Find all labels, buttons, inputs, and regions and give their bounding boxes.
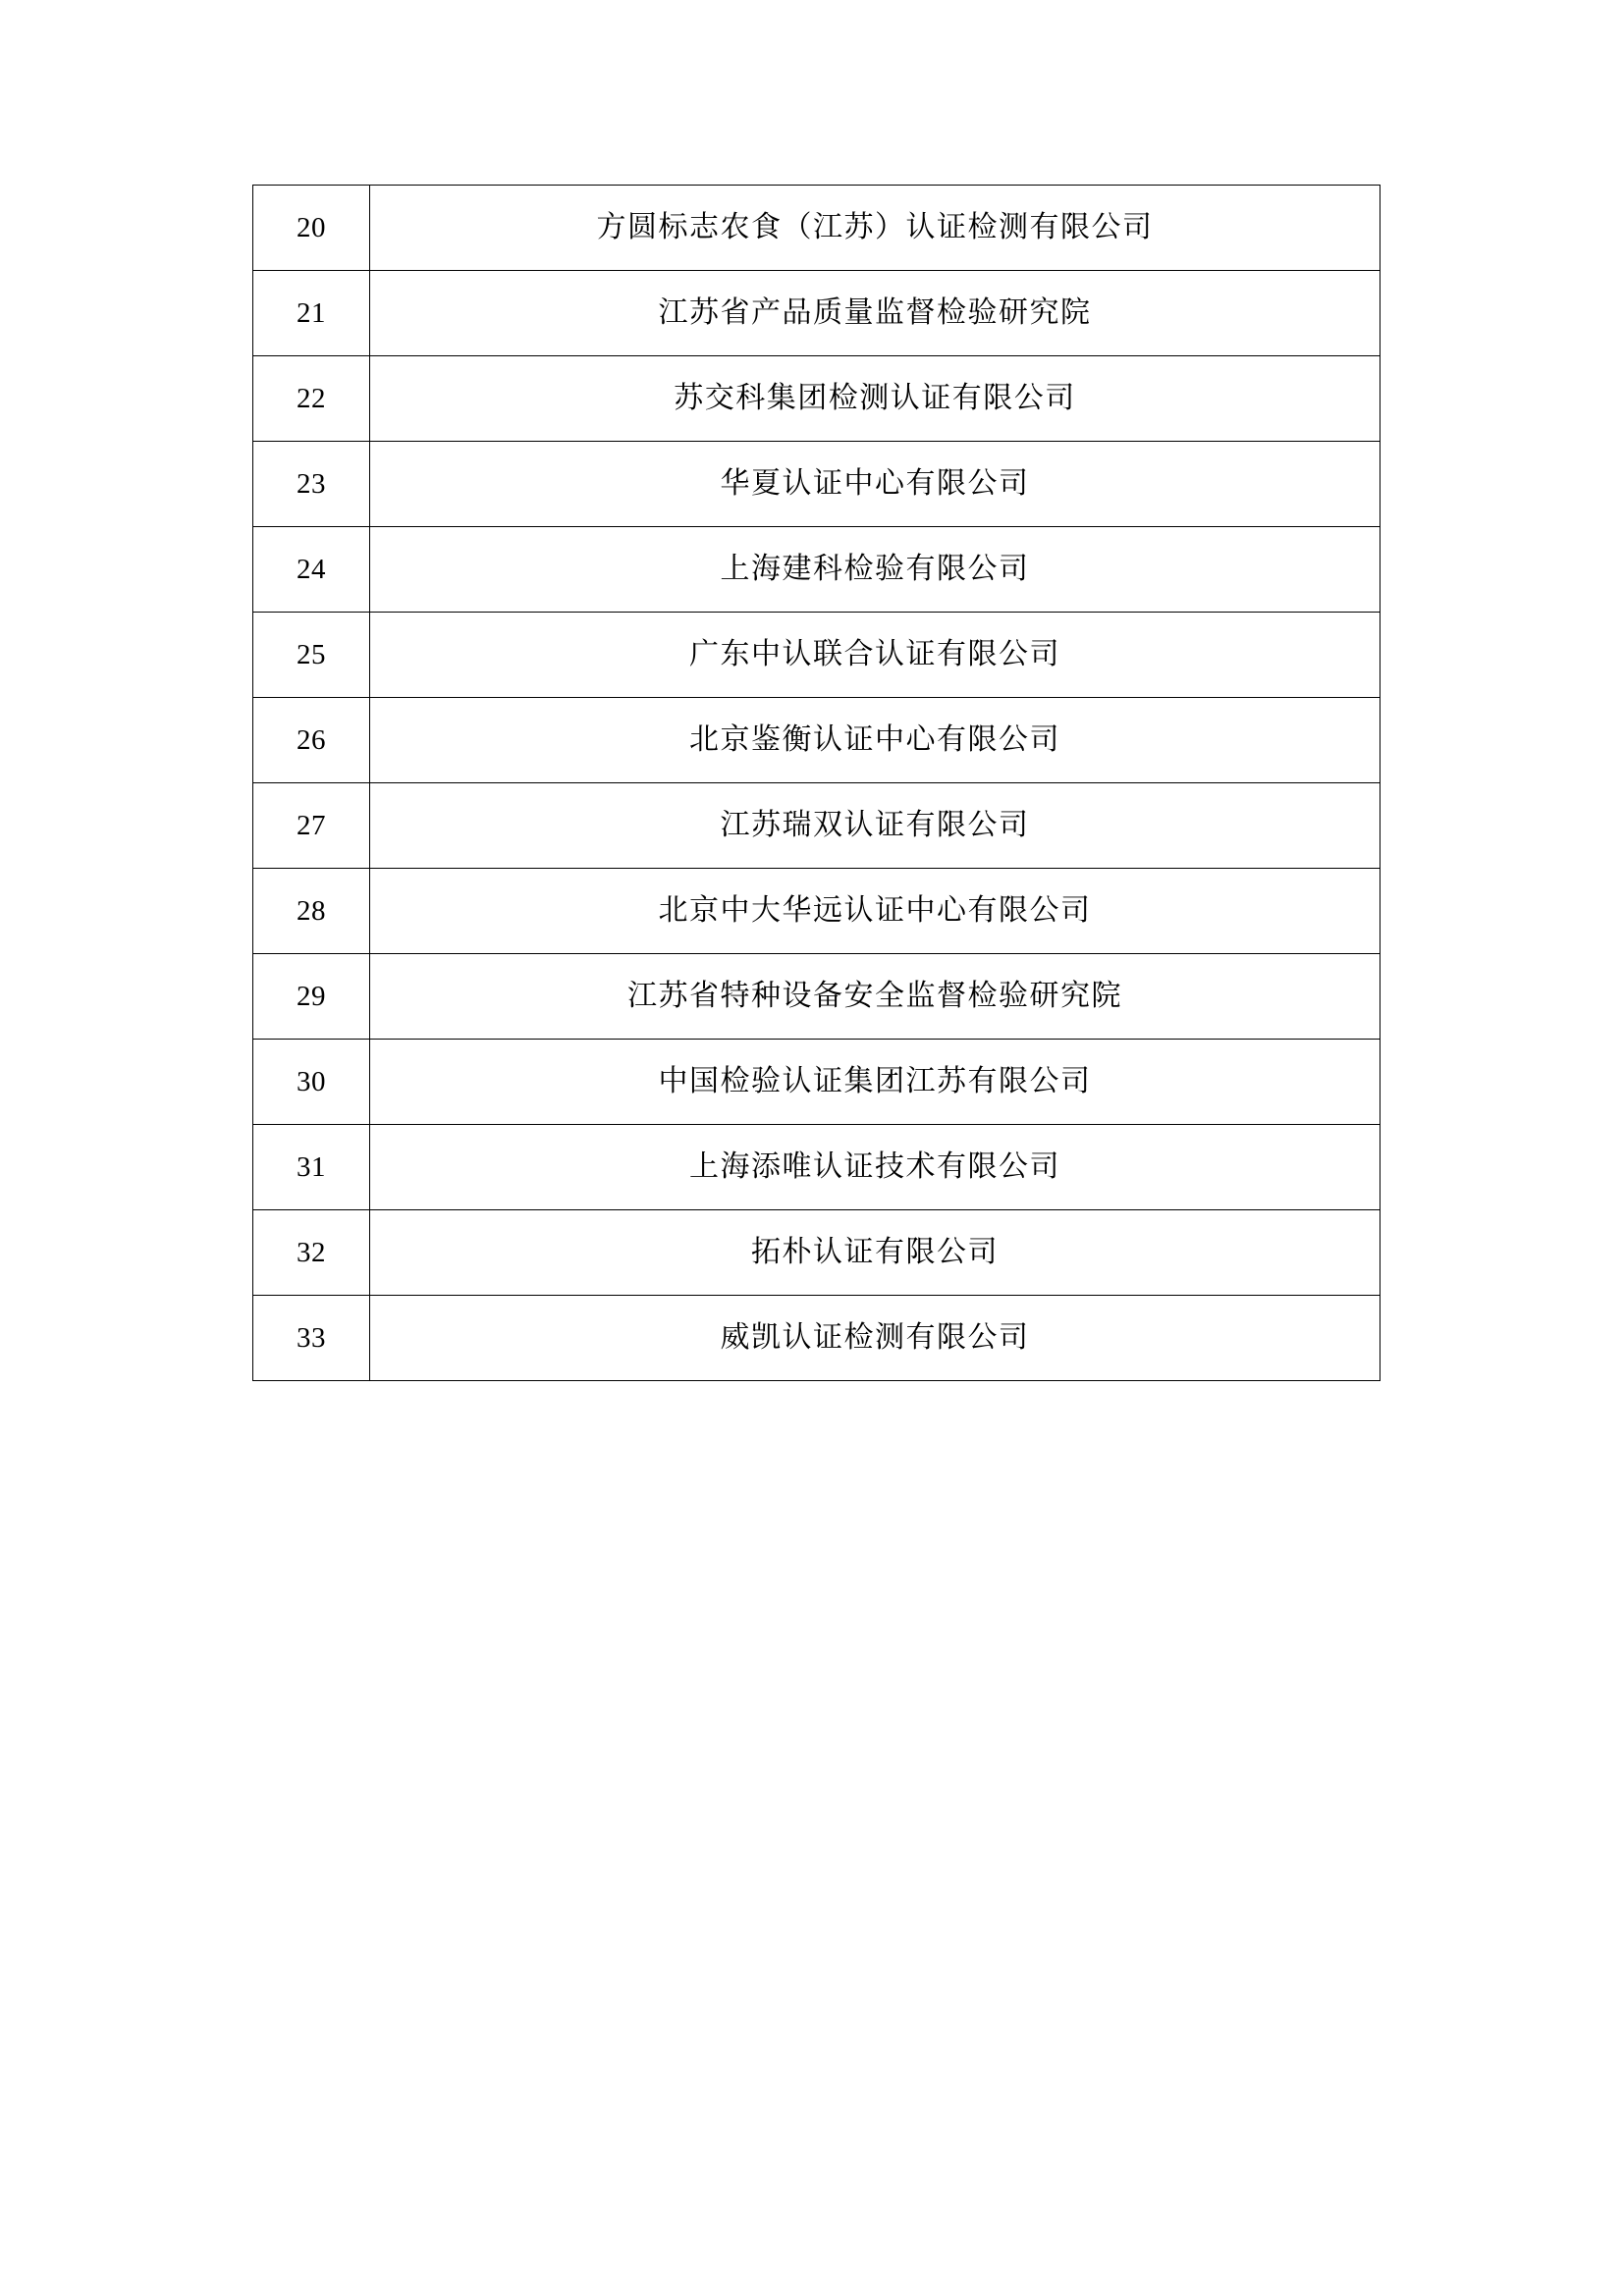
certification-bodies-table-wrapper: [252, 185, 1378, 1381]
row-name-text: 苏交科集团检测认证有限公司: [674, 381, 1076, 415]
row-name-text: 广东中认联合认证有限公司: [689, 637, 1060, 671]
row-name-cell: [370, 1296, 1380, 1381]
table-row: [253, 613, 1380, 698]
row-index-text: 28: [297, 894, 326, 927]
table-row: [253, 271, 1380, 356]
row-index-text: 21: [297, 296, 326, 329]
row-index-text: 29: [297, 980, 326, 1012]
row-index-cell: [253, 271, 370, 356]
row-name-text: 北京中大华远认证中心有限公司: [658, 893, 1092, 928]
table-row: [253, 1125, 1380, 1210]
table-row: [253, 186, 1380, 271]
row-index-text: 32: [297, 1236, 326, 1268]
row-index-text: 23: [297, 467, 326, 500]
row-name-text: 江苏省特种设备安全监督检验研究院: [627, 979, 1122, 1013]
table-row: [253, 698, 1380, 783]
certification-bodies-table: [252, 185, 1380, 1381]
row-index-cell: [253, 698, 370, 783]
row-name-cell: [370, 1210, 1380, 1296]
row-index-text: 20: [297, 211, 326, 243]
row-name-cell: [370, 356, 1380, 442]
row-name-cell: [370, 1040, 1380, 1125]
row-name-text: 方圆标志农食（江苏）认证检测有限公司: [596, 210, 1154, 244]
row-index-text: 30: [297, 1065, 326, 1097]
table-row: [253, 1040, 1380, 1125]
table-row: [253, 356, 1380, 442]
row-name-text: 北京鉴衡认证中心有限公司: [689, 722, 1060, 757]
row-name-cell: [370, 442, 1380, 527]
table-row: [253, 442, 1380, 527]
row-name-cell: [370, 954, 1380, 1040]
row-index-text: 27: [297, 809, 326, 841]
row-name-text: 威凯认证检测有限公司: [720, 1320, 1030, 1355]
row-name-cell: [370, 783, 1380, 869]
row-name-text: 华夏认证中心有限公司: [720, 466, 1030, 501]
row-index-cell: [253, 1040, 370, 1125]
row-index-text: 26: [297, 723, 326, 756]
table-body: [253, 186, 1380, 1381]
row-index-cell: [253, 783, 370, 869]
row-index-cell: [253, 356, 370, 442]
row-index-text: 22: [297, 382, 326, 414]
row-name-text: 江苏瑞双认证有限公司: [720, 808, 1030, 842]
row-name-cell: [370, 1125, 1380, 1210]
row-name-cell: [370, 698, 1380, 783]
row-index-cell: [253, 527, 370, 613]
row-index-cell: [253, 1125, 370, 1210]
row-name-cell: [370, 527, 1380, 613]
row-name-text: 上海添唯认证技术有限公司: [689, 1149, 1060, 1184]
row-index-cell: [253, 613, 370, 698]
row-name-text: 中国检验认证集团江苏有限公司: [658, 1064, 1092, 1098]
row-name-cell: [370, 271, 1380, 356]
row-index-cell: [253, 954, 370, 1040]
row-index-text: 31: [297, 1150, 326, 1183]
row-name-text: 江苏省产品质量监督检验研究院: [658, 295, 1092, 330]
row-index-text: 33: [297, 1321, 326, 1354]
row-index-cell: [253, 869, 370, 954]
row-index-cell: [253, 186, 370, 271]
row-index-cell: [253, 1296, 370, 1381]
table-row: [253, 1210, 1380, 1296]
row-name-cell: [370, 186, 1380, 271]
table-row: [253, 954, 1380, 1040]
table-row: [253, 869, 1380, 954]
row-index-cell: [253, 1210, 370, 1296]
table-row: [253, 527, 1380, 613]
table-row: [253, 1296, 1380, 1381]
row-name-cell: [370, 613, 1380, 698]
row-index-text: 25: [297, 638, 326, 670]
table-row: [253, 783, 1380, 869]
row-name-cell: [370, 869, 1380, 954]
row-index-text: 24: [297, 553, 326, 585]
row-index-cell: [253, 442, 370, 527]
row-name-text: 上海建科检验有限公司: [720, 552, 1030, 586]
row-name-text: 拓朴认证有限公司: [751, 1235, 999, 1269]
